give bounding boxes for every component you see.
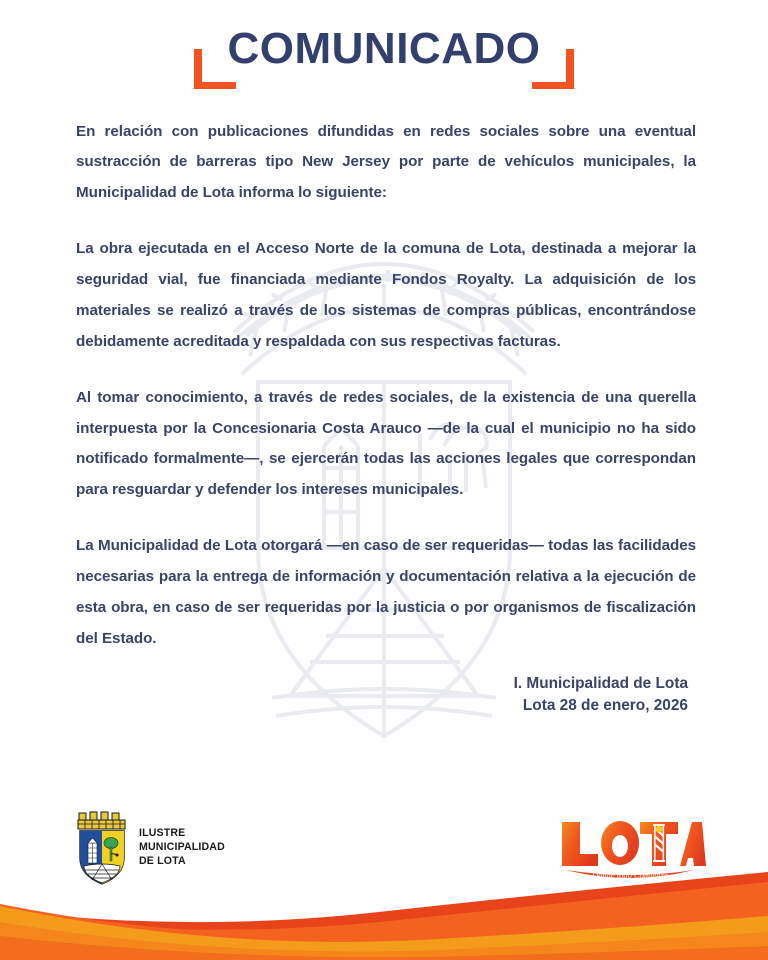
paragraph-2: La obra ejecutada en el Acceso Norte de la comuna de Lota, destinada a mejorar la seguridad vial, fue financiada mediante Fondos Royalty. La adquisición de los materiales se realizó a través de los sistemas de compras públicas, encontrándose debidamente acreditada y respaldada con sus respectivas facturas.: [76, 240, 696, 350]
signature-place-date: Lota 28 de enero, 2026: [522, 696, 688, 714]
body-copy: [0, 89, 768, 655]
bracket-right-decoration: [532, 49, 574, 89]
crest-line-1: ILUSTRE: [139, 827, 186, 840]
lota-tagline: Donde todo Comienza: [591, 870, 669, 880]
bottom-wave-decoration: [0, 870, 768, 960]
paragraph-4: La Municipalidad de Lota otorgará —en caso de ser requeridas— todas las facilidades necesarias para la entrega de información y documentación relativa a la ejecución de esta obra, en caso de ser requeridas por la justicia o por organismos de fiscalización del Estado.: [76, 537, 696, 647]
crest-text: [139, 827, 225, 869]
signature-authority: I. Municipalidad de Lota: [513, 674, 688, 692]
crest-line-2: MUNICIPALIDAD: [139, 841, 225, 854]
signature-block: [0, 655, 768, 718]
paragraph-3: Al tomar conocimiento, a través de redes sociales, de la existencia de una querella interpuesta por la Concesionaria Costa Arauco —de la cual el municipio no ha sido notificado formalmente—, se ejercerán todas las acciones legales que correspondan para resguardar y defender los intereses municipales.: [76, 388, 696, 499]
page-title: COMUNICADO: [227, 24, 541, 73]
bracket-left-decoration: [194, 49, 236, 89]
header: [0, 0, 768, 89]
crest-line-3: DE LOTA: [139, 854, 186, 867]
title-block: [194, 26, 575, 89]
paragraph-1: En relación con publicaciones difundidas en redes sociales sobre una eventual sustracción de barreras tipo New Jersey por parte de vehículos municipales, la Municipalidad de Lota informa lo siguiente:: [76, 122, 696, 202]
